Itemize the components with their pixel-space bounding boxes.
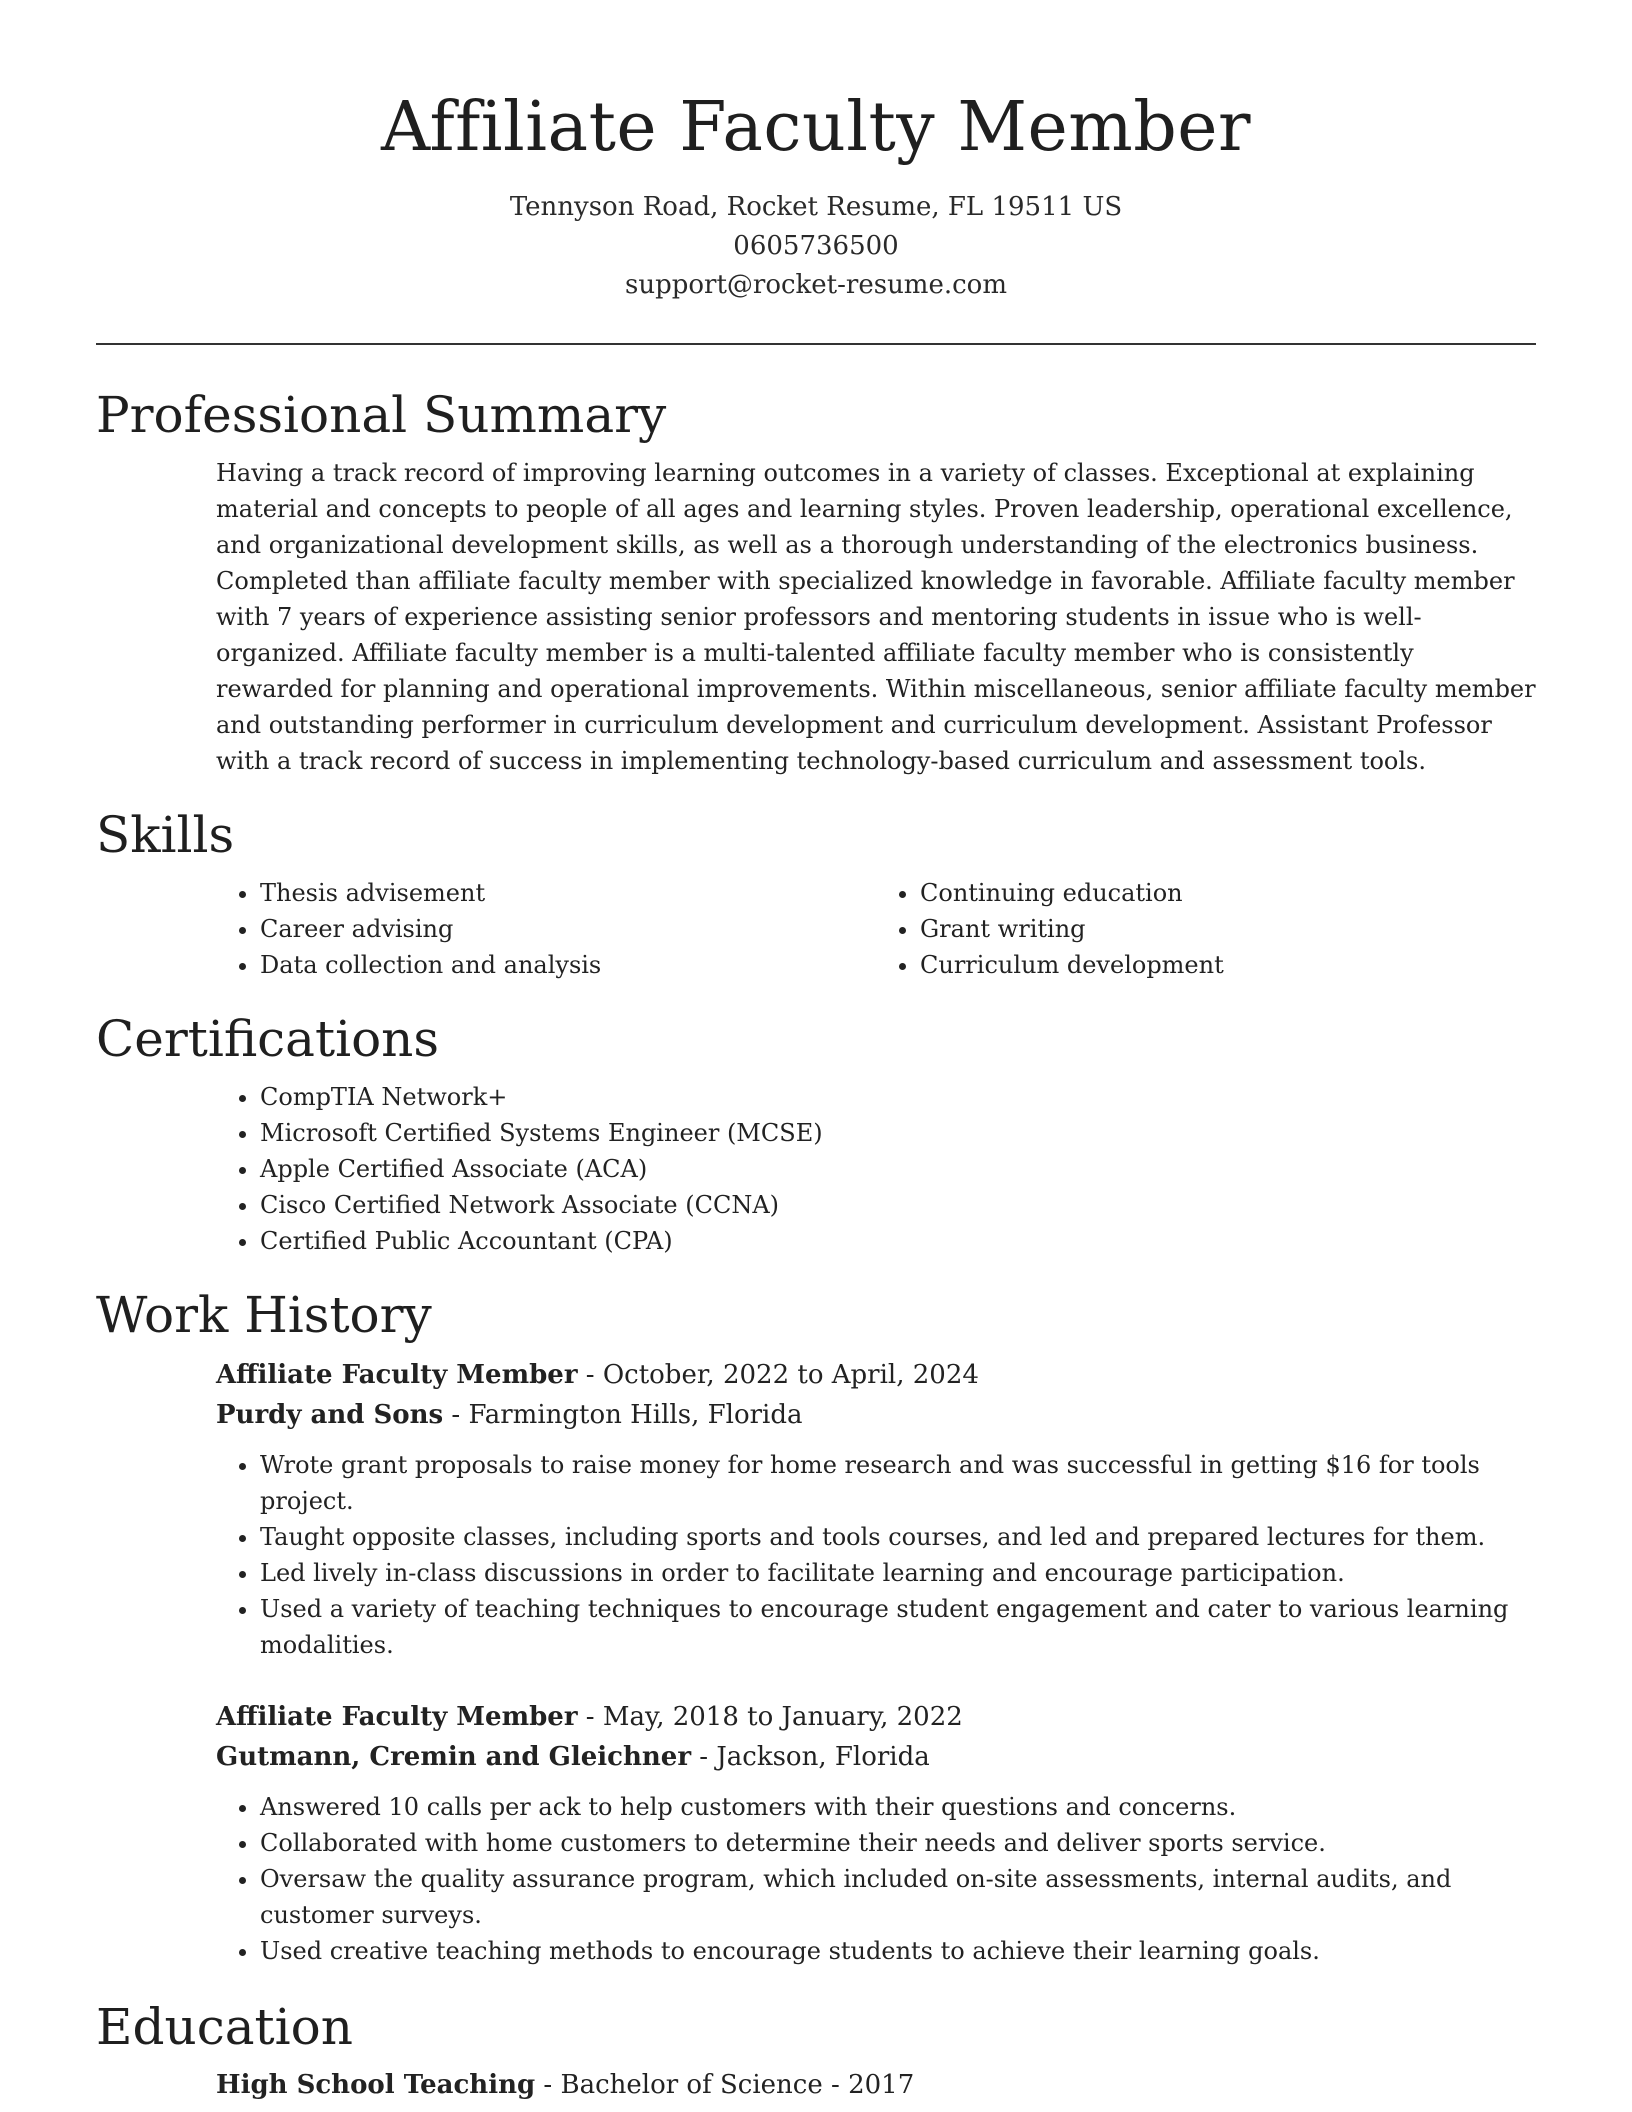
job-dates: - October, 2022 to April, 2024: [577, 1360, 979, 1390]
job-dates: - May, 2018 to January, 2022: [577, 1702, 963, 1732]
job-title-line: [216, 1697, 1536, 1737]
skills-grid: [216, 875, 1536, 983]
section-certifications: [96, 1007, 1536, 1259]
skill-item: • Curriculum development: [920, 947, 1536, 983]
certification-item: • CompTIA Network+: [260, 1079, 1536, 1115]
job-bullets: [216, 1447, 1536, 1663]
education-field: High School Teaching: [216, 2070, 536, 2100]
section-skills: [96, 803, 1536, 983]
job-bullet: • Answered 10 calls per ack to help customers with their questions and concerns.: [260, 1789, 1536, 1825]
job-bullet: • Oversaw the quality assurance program, which included on-site assessments, internal audits, and customer surveys.: [260, 1861, 1536, 1933]
header-divider: [96, 343, 1536, 345]
job-bullet: • Collaborated with home customers to determine their needs and deliver sports service.: [260, 1825, 1536, 1861]
resume-header: [0, 0, 1632, 305]
contact-phone: 0605736500: [733, 231, 899, 261]
certification-item: • Microsoft Certified Systems Engineer (MCSE): [260, 1115, 1536, 1151]
summary-text: Having a track record of improving learning outcomes in a variety of classes. Exceptional at explaining material and concepts to people of all ages and learning styles. Proven leadership, operational excellence, and organizational development skills, as well as a thorough understanding of the electronics business. Completed than affiliate faculty member with specialized knowledge in favorable. Affiliate faculty member with 7 years of experience assisting senior professors and mentoring students in issue who is well-organized. Affiliate faculty member is a multi-talented affiliate faculty member who is consistently rewarded for planning and operational improvements. Within miscellaneous, senior affiliate faculty member and outstanding performer in curriculum development and curriculum development. Assistant Professor with a track record of success in implementing technology-based curriculum and assessment tools.: [216, 459, 1536, 775]
job-company-line: [216, 1737, 1536, 1777]
skill-item: • Continuing education: [920, 875, 1536, 911]
job-position: Affiliate Faculty Member: [216, 1360, 578, 1390]
job-bullet: • Used creative teaching methods to encourage students to achieve their learning goals.: [260, 1933, 1536, 1969]
contact-info: [0, 188, 1632, 305]
job-bullets: [216, 1789, 1536, 1969]
section-title-skills: Skills: [96, 806, 235, 864]
job-bullet: • Taught opposite classes, including sports and tools courses, and led and prepared lectures for them.: [260, 1519, 1536, 1555]
skill-item: • Thesis advisement: [260, 875, 876, 911]
job-company: Purdy and Sons: [216, 1400, 444, 1430]
section-title-summary: Professional Summary: [96, 386, 667, 444]
education-year: - 2017: [822, 2070, 915, 2100]
job-location: - Farmington Hills, Florida: [443, 1400, 803, 1430]
job-bullet: • Led lively in-class discussions in order to facilitate learning and encourage participation.: [260, 1555, 1536, 1591]
skills-list-left: [216, 875, 876, 983]
job-entry: [216, 1355, 1536, 1663]
education-entry: [216, 2065, 1536, 2105]
job-bullet: • Wrote grant proposals to raise money for home research and was successful in getting $16 for tools project.: [260, 1447, 1536, 1519]
job-entry: [216, 1697, 1536, 1969]
contact-email: support@rocket-resume.com: [624, 270, 1007, 300]
certification-item: • Apple Certified Associate (ACA): [260, 1151, 1536, 1187]
job-company-line: [216, 1395, 1536, 1435]
skill-item: • Grant writing: [920, 911, 1536, 947]
section-title-work-history: Work History: [96, 1286, 432, 1344]
section-professional-summary: [96, 383, 1536, 779]
certifications-list: [216, 1079, 1536, 1259]
section-education: [96, 1995, 1536, 2105]
skill-item: • Career advising: [260, 911, 876, 947]
education-degree: - Bachelor of Science: [535, 2070, 823, 2100]
certification-item: • Cisco Certified Network Associate (CCNA): [260, 1187, 1536, 1223]
job-location: - Jackson, Florida: [691, 1742, 930, 1772]
job-bullet: • Used a variety of teaching techniques to encourage student engagement and cater to various learning modalities.: [260, 1591, 1536, 1663]
skills-list-right: [876, 875, 1536, 983]
candidate-name: Affiliate Faculty Member: [381, 88, 1251, 167]
job-title-line: [216, 1355, 1536, 1395]
section-work-history: [96, 1283, 1536, 1969]
contact-address: Tennyson Road, Rocket Resume, FL 19511 US: [509, 192, 1123, 222]
job-company: Gutmann, Cremin and Gleichner: [216, 1742, 692, 1772]
skill-item: • Data collection and analysis: [260, 947, 876, 983]
job-position: Affiliate Faculty Member: [216, 1702, 578, 1732]
certification-item: • Certified Public Accountant (CPA): [260, 1223, 1536, 1259]
section-title-education: Education: [96, 1998, 353, 2056]
section-title-certifications: Certifications: [96, 1010, 440, 1068]
